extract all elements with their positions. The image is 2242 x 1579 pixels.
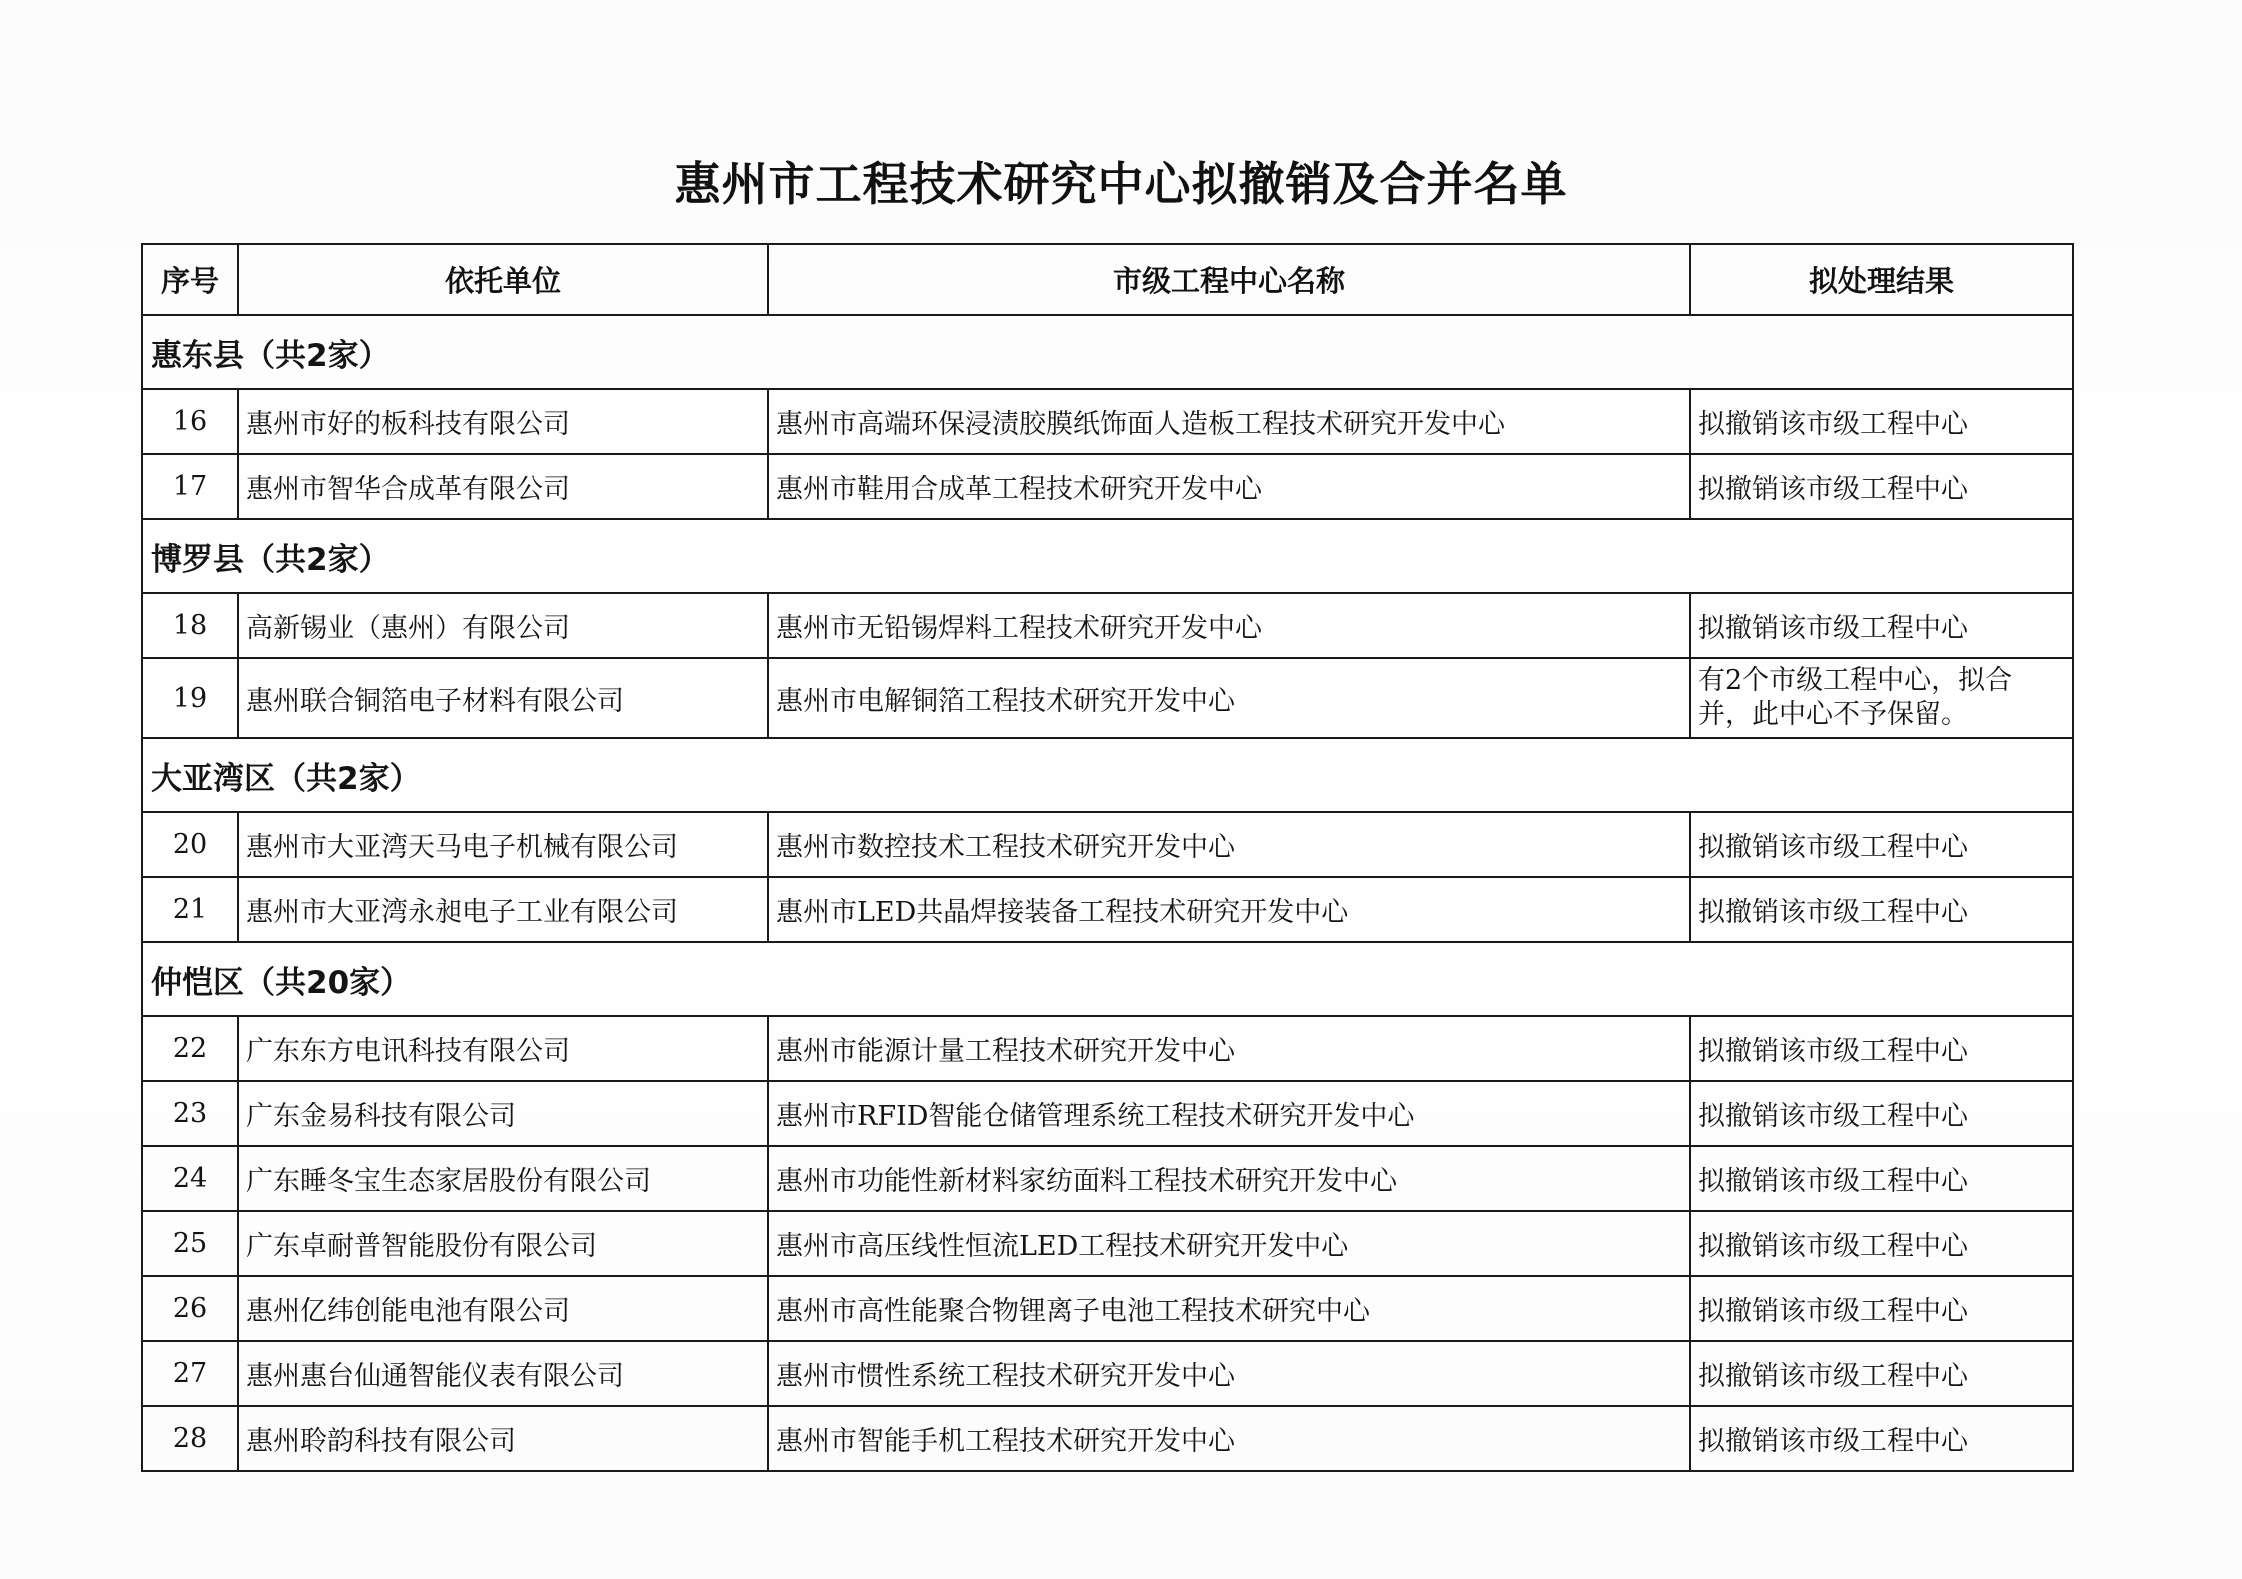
table-row (142, 1211, 2073, 1276)
proposed-result: 拟撤销该市级工程中心 (1690, 389, 2073, 454)
host-unit: 惠州联合铜箔电子材料有限公司 (238, 658, 768, 738)
table-row (142, 1276, 2073, 1341)
serial-number: 23 (142, 1081, 238, 1146)
proposed-result: 拟撤销该市级工程中心 (1690, 1211, 2073, 1276)
header-center-name: 市级工程中心名称 (768, 244, 1690, 315)
table-row (142, 1146, 2073, 1211)
document-title: 惠州市工程技术研究中心拟撤销及合并名单 (674, 157, 1568, 211)
serial-number: 18 (142, 593, 238, 658)
center-name: 惠州市功能性新材料家纺面料工程技术研究开发中心 (768, 1146, 1690, 1211)
serial-number: 25 (142, 1211, 238, 1276)
host-unit: 惠州市智华合成革有限公司 (238, 454, 768, 519)
serial-number: 27 (142, 1341, 238, 1406)
table-row (142, 658, 2073, 738)
center-name: 惠州市鞋用合成革工程技术研究开发中心 (768, 454, 1690, 519)
host-unit: 惠州市大亚湾永昶电子工业有限公司 (238, 877, 768, 942)
serial-number: 20 (142, 812, 238, 877)
serial-number: 19 (142, 658, 238, 738)
center-name: 惠州市电解铜箔工程技术研究开发中心 (768, 658, 1690, 738)
table-header-row (142, 244, 2073, 315)
host-unit: 广东金易科技有限公司 (238, 1081, 768, 1146)
center-name: 惠州市高压线性恒流LED工程技术研究开发中心 (768, 1211, 1690, 1276)
serial-number: 26 (142, 1276, 238, 1341)
table-row (142, 1016, 2073, 1081)
host-unit: 高新锡业（惠州）有限公司 (238, 593, 768, 658)
revocation-table (141, 243, 2074, 1472)
table-row (142, 812, 2073, 877)
header-proposed-result: 拟处理结果 (1690, 244, 2073, 315)
host-unit: 惠州市好的板科技有限公司 (238, 389, 768, 454)
proposed-result: 拟撤销该市级工程中心 (1690, 812, 2073, 877)
section-row (142, 942, 2073, 1016)
table-row (142, 1081, 2073, 1146)
center-name: 惠州市高端环保浸渍胶膜纸饰面人造板工程技术研究开发中心 (768, 389, 1690, 454)
proposed-result: 拟撤销该市级工程中心 (1690, 454, 2073, 519)
section-row (142, 738, 2073, 812)
table-row (142, 593, 2073, 658)
center-name: 惠州市RFID智能仓储管理系统工程技术研究开发中心 (768, 1081, 1690, 1146)
host-unit: 惠州惠台仙通智能仪表有限公司 (238, 1341, 768, 1406)
host-unit: 广东东方电讯科技有限公司 (238, 1016, 768, 1081)
proposed-result: 拟撤销该市级工程中心 (1690, 1341, 2073, 1406)
center-name: 惠州市能源计量工程技术研究开发中心 (768, 1016, 1690, 1081)
serial-number: 22 (142, 1016, 238, 1081)
center-name: 惠州市数控技术工程技术研究开发中心 (768, 812, 1690, 877)
section-heading: 大亚湾区（共2家） (142, 738, 2073, 812)
host-unit: 广东卓耐普智能股份有限公司 (238, 1211, 768, 1276)
section-heading: 惠东县（共2家） (142, 315, 2073, 389)
section-row (142, 315, 2073, 389)
host-unit: 广东睡冬宝生态家居股份有限公司 (238, 1146, 768, 1211)
section-heading: 仲恺区（共20家） (142, 942, 2073, 1016)
table-row (142, 454, 2073, 519)
center-name: 惠州市LED共晶焊接装备工程技术研究开发中心 (768, 877, 1690, 942)
center-name: 惠州市智能手机工程技术研究开发中心 (768, 1406, 1690, 1471)
center-name: 惠州市高性能聚合物锂离子电池工程技术研究中心 (768, 1276, 1690, 1341)
serial-number: 28 (142, 1406, 238, 1471)
serial-number: 16 (142, 389, 238, 454)
table-row (142, 1341, 2073, 1406)
host-unit: 惠州市大亚湾天马电子机械有限公司 (238, 812, 768, 877)
serial-number: 24 (142, 1146, 238, 1211)
proposed-result: 拟撤销该市级工程中心 (1690, 877, 2073, 942)
proposed-result: 拟撤销该市级工程中心 (1690, 1406, 2073, 1471)
section-heading: 博罗县（共2家） (142, 519, 2073, 593)
proposed-result: 拟撤销该市级工程中心 (1690, 1276, 2073, 1341)
center-name: 惠州市无铅锡焊料工程技术研究开发中心 (768, 593, 1690, 658)
host-unit: 惠州亿纬创能电池有限公司 (238, 1276, 768, 1341)
host-unit: 惠州聆韵科技有限公司 (238, 1406, 768, 1471)
table-row (142, 1406, 2073, 1471)
proposed-result: 有2个市级工程中心，拟合并，此中心不予保留。 (1690, 658, 2073, 738)
proposed-result: 拟撤销该市级工程中心 (1690, 1016, 2073, 1081)
proposed-result: 拟撤销该市级工程中心 (1690, 1146, 2073, 1211)
serial-number: 17 (142, 454, 238, 519)
header-host-unit: 依托单位 (238, 244, 768, 315)
proposed-result: 拟撤销该市级工程中心 (1690, 1081, 2073, 1146)
center-name: 惠州市惯性系统工程技术研究开发中心 (768, 1341, 1690, 1406)
serial-number: 21 (142, 877, 238, 942)
header-serial-number: 序号 (142, 244, 238, 315)
table-row (142, 877, 2073, 942)
proposed-result: 拟撤销该市级工程中心 (1690, 593, 2073, 658)
section-row (142, 519, 2073, 593)
table-row (142, 389, 2073, 454)
